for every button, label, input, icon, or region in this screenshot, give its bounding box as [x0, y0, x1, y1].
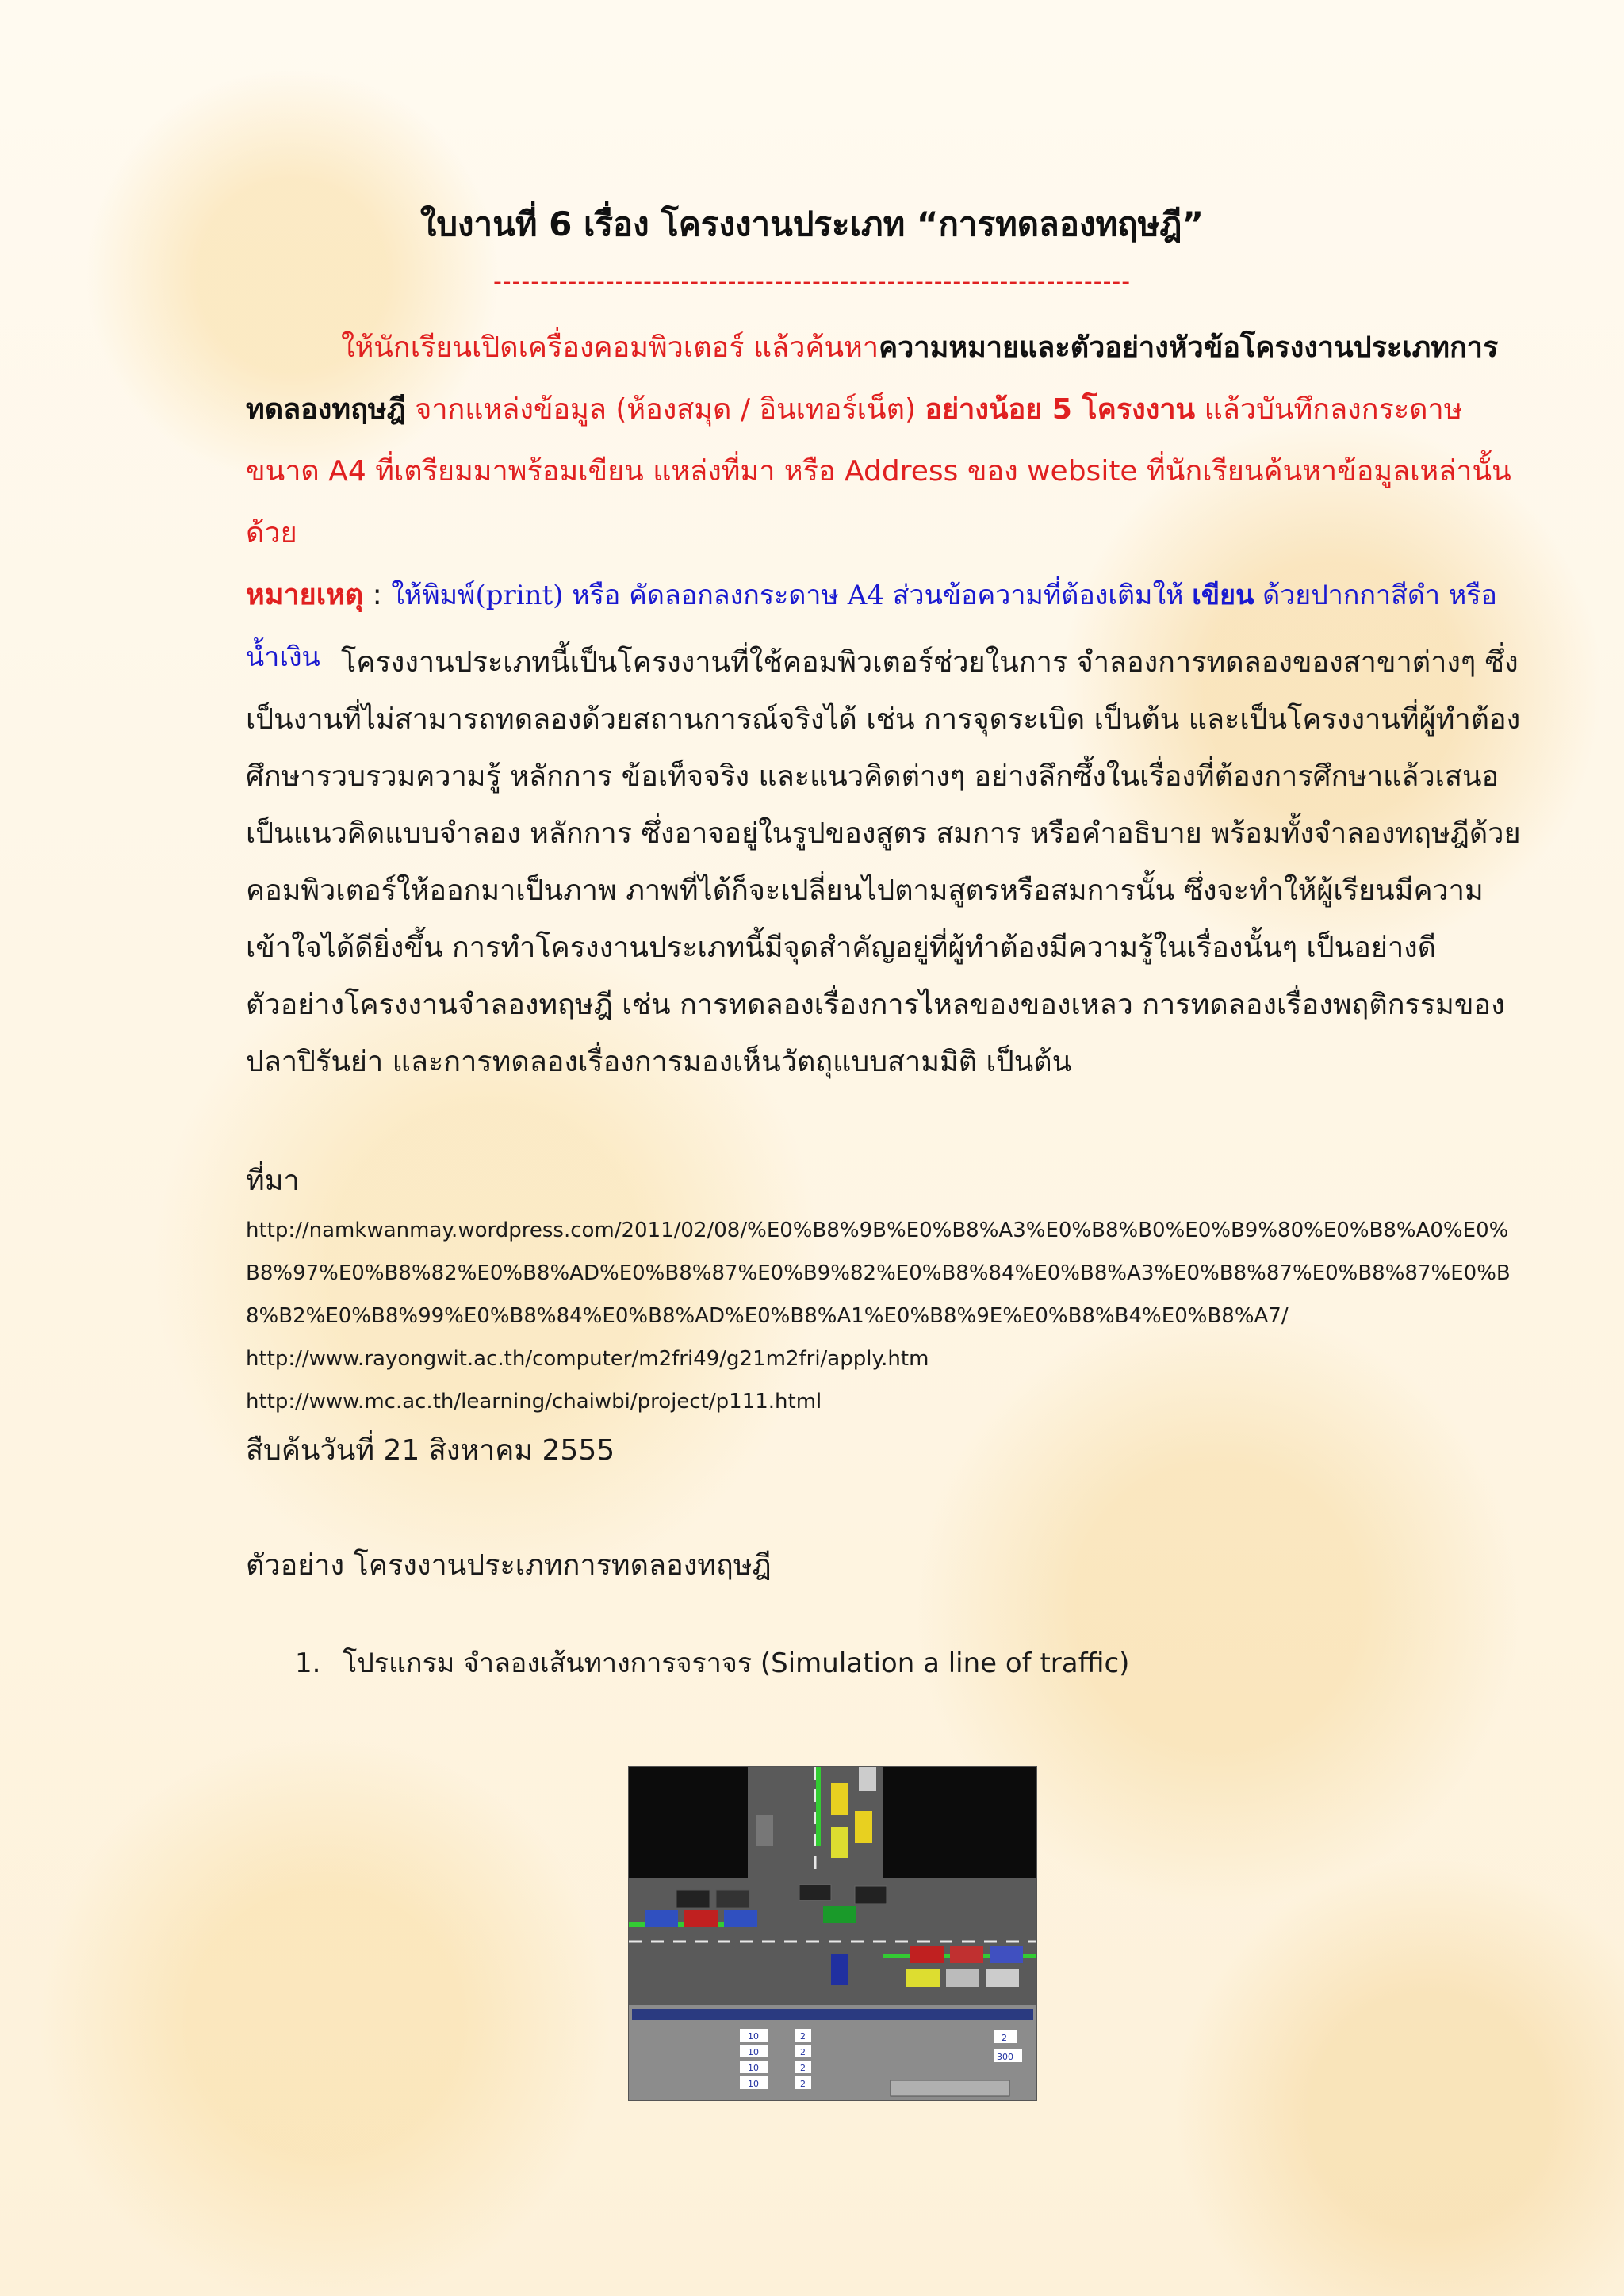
examples-heading: ตัวอย่าง โครงงานประเภทการทดลองทฤษฎี [246, 1549, 772, 1582]
title-divider: -------------------------------------------------------------------- [492, 268, 1132, 296]
traffic-simulation-drawing [629, 1767, 1036, 2100]
note-text-2: ด้วยปากกาสีดำ หรือ น้ำเงิน [246, 580, 1497, 673]
source-urls [246, 1209, 1522, 1423]
panel-value: 2 [800, 2063, 806, 2073]
note-text-1: ให้พิมพ์(print) หรือ คัดลอกลงกระดาษ A4 ส่วนข้อความที่ต้องเติมให้ [391, 580, 1193, 611]
note-label: หมายเหตุ [246, 579, 364, 611]
panel-value: 2 [800, 2079, 806, 2089]
panel-value: 10 [748, 2047, 759, 2057]
panel-value: 2 [800, 2031, 806, 2042]
note-write: เขียน [1192, 580, 1254, 611]
traffic-simulation-image [628, 1766, 1037, 2101]
example-item [295, 1641, 1129, 1684]
source-url[interactable]: http://www.rayongwit.ac.th/computer/m2fri49/g21m2fri/apply.htm [246, 1347, 929, 1371]
body-paragraph [246, 634, 1522, 1091]
instruction-text-1: ให้นักเรียนเปิดเครื่องคอมพิวเตอร์ แล้วค้นหา [341, 331, 879, 364]
instruction-emphasis: ความหมายและตัวอย่างหัวข้อโครงงานประเภทการทดลองทฤษฎี [246, 331, 1499, 426]
panel-value: 10 [748, 2031, 759, 2042]
panel-value: 300 [997, 2052, 1013, 2062]
body-text: โครงงานประเภทนี้เป็นโครงงานที่ใช้คอมพิวเตอร์ช่วยในการ จำลองการทดลองของสาขาต่างๆ ซึ่งเป็นงานที่ไม่สามารถทดลองด้วยสถานการณ์จริงได้ เช่น การจุดระเบิด เป็นต้น และเป็นโครงงานที่ผู้ทำต้องศึกษารวบรวมความรู้ หลักการ ข้อเท็จจริง และแนวคิดต่างๆ อย่างลึกซึ้งในเรื่องที่ต้องการศึกษาแล้วเสนอเป็นแนวคิดแบบจำลอง หลักการ ซึ่งอาจอยู่ในรูปของสูตร สมการ หรือคำอธิบาย พร้อมทั้งจำลองทฤษฎีด้วยคอมพิวเตอร์ให้ออกมาเป็นภาพ ภาพที่ได้ก็จะเปลี่ยนไปตามสูตรหรือสมการนั้น ซึ่งจะทำให้ผู้เรียนมีความเข้าใจได้ดียิ่งขึ้น การทำโครงงานประเภทนี้มีจุดสำคัญอยู่ที่ผู้ทำต้องมีความรู้ในเรื่องนั้นๆ เป็นอย่างดี ตัวอย่างโครงงานจำลองทฤษฎี เช่น การทดลองเรื่องการไหลของของเหลว การทดลองเรื่องพฤติกรรมของปลาปิรันย่า และการทดลองเรื่องการมองเห็นวัตถุแบบสามมิติ เป็นต้น [246, 646, 1521, 1078]
source-url[interactable]: http://www.mc.ac.th/learning/chaiwbi/project/p111.html [246, 1390, 822, 1414]
panel-value: 2 [800, 2047, 806, 2057]
source-url[interactable]: http://namkwanmay.wordpress.com/2011/02/08/%E0%B8%9B%E0%B8%A3%E0%B8%B0%E0%B9%80%E0%B8%A0%E0%B8%97%E0%B8%82%E0%B8%AD%E0%B8%87%E0%B9%82%E0%B8%84%E0%B8%A3%E0%B8%87%E0%B8%87%E0%B8%B2%E0%B8%99%E0%B8%84%E0%B8%AD%E0%B8%A1%E0%B8%9E%E0%B8%B4%E0%B8%A7/ [246, 1219, 1511, 1328]
panel-value: 10 [748, 2063, 759, 2073]
example-text: โปรแกรม จำลองเส้นทางการจราจร (Simulation a line of traffic) [343, 1647, 1130, 1679]
note-colon: : [363, 579, 392, 611]
search-date: สืบค้นวันที่ 21 สิงหาคม 2555 [246, 1434, 615, 1467]
instruction-text-3: แล้วบันทึกลงกระดาษขนาด A4 ที่เตรียมมาพร้อมเขียน แหล่งที่มา หรือ Address ของ website ที่นักเรียนค้นหาข้อมูลเหล่านั้นด้วย [246, 393, 1511, 549]
instruction-paragraph [246, 317, 1515, 688]
instruction-text-2: จากแหล่งข้อมูล (ห้องสมุด / อินเทอร์เน็ต) [405, 393, 925, 426]
example-number: 1. [295, 1647, 321, 1679]
page-title: ใบงานที่ 6 เรื่อง โครงงานประเภท “การทดลองทฤษฎี” [419, 205, 1205, 243]
panel-value: 2 [1002, 2033, 1007, 2043]
instruction-minimum: อย่างน้อย 5 โครงงาน [925, 393, 1196, 426]
source-label: ที่มา [246, 1165, 300, 1197]
panel-value: 10 [748, 2079, 759, 2089]
